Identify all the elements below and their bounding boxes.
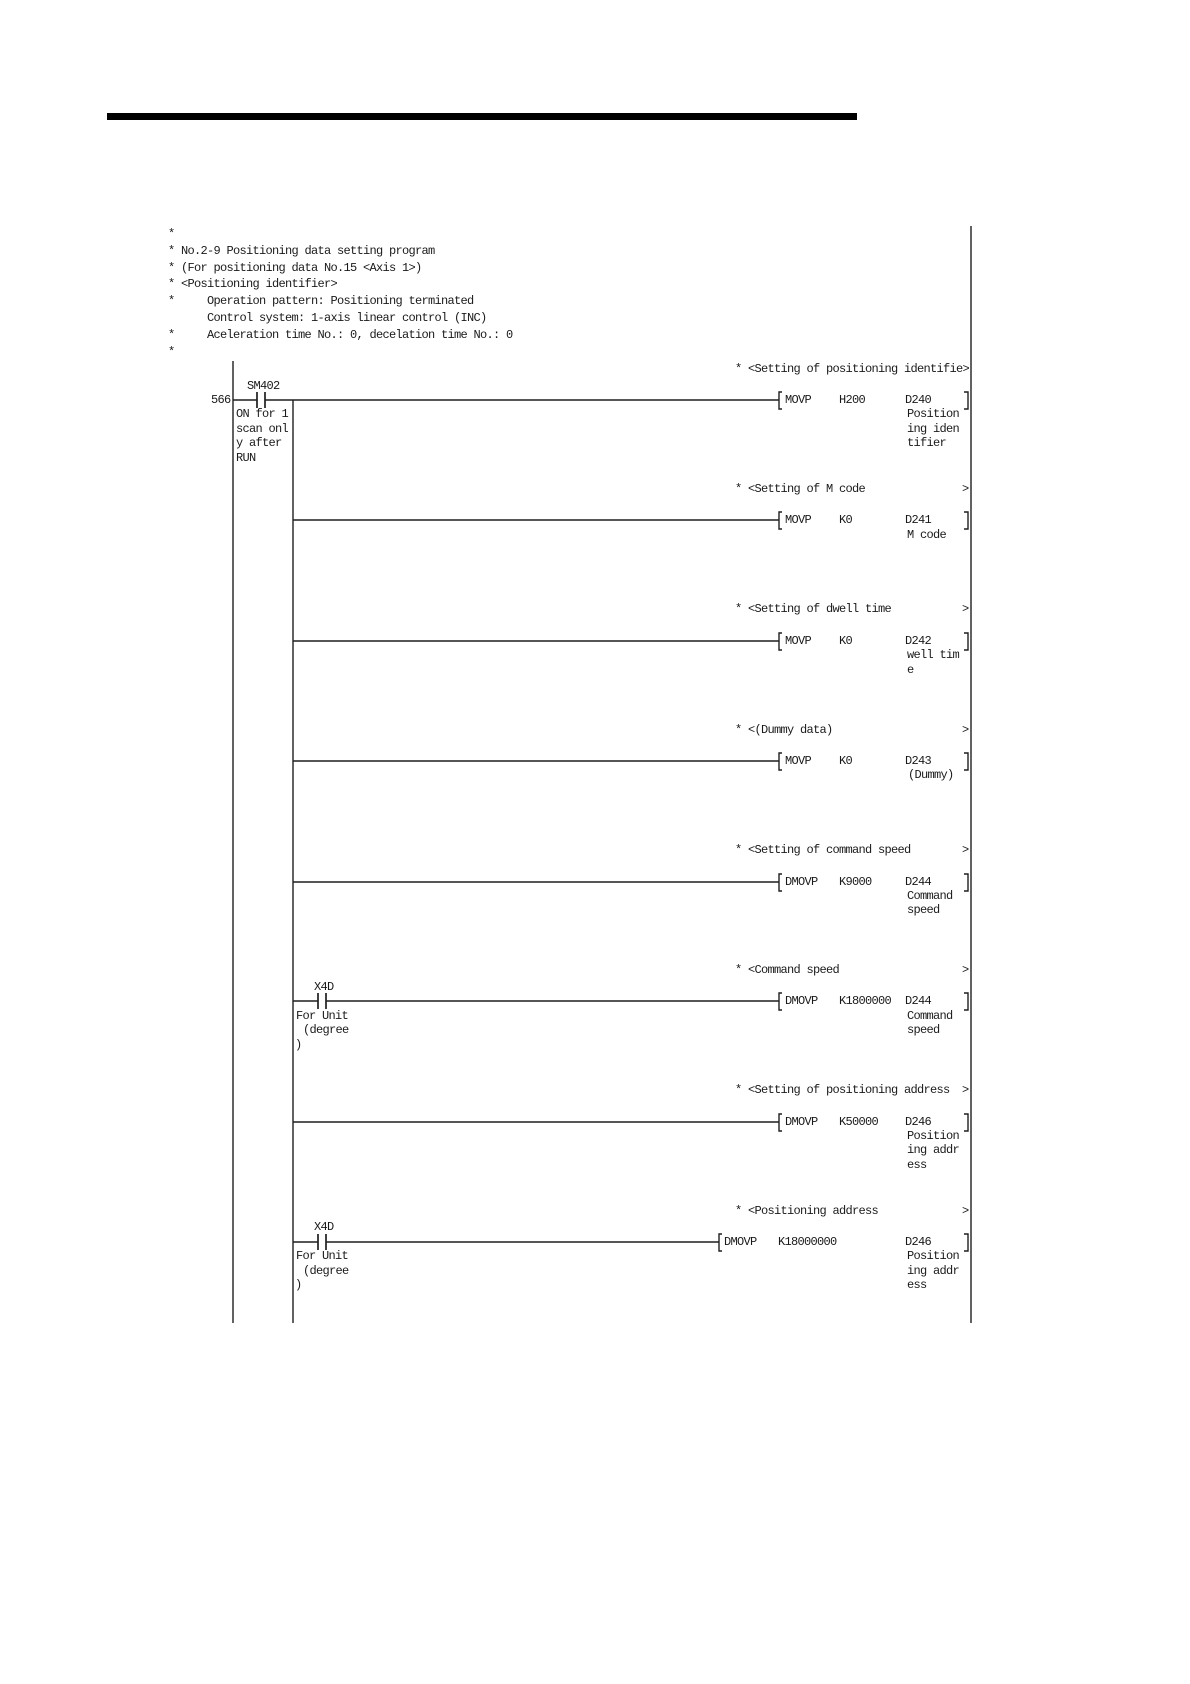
- rung-2-bracket-close: [964, 512, 968, 529]
- instruction-source-operand: K50000: [839, 1115, 879, 1129]
- rung-1-heading-comment: * <Setting of positioning identifie>: [735, 362, 970, 376]
- rung-7-bracket-open: [779, 1114, 782, 1131]
- rung-4-heading-comment: * <(Dummy data): [735, 723, 833, 737]
- instruction-mnemonic: MOVP: [785, 393, 812, 407]
- instruction-destination-operand: D243: [905, 754, 932, 768]
- contact-comment-line: For Unit: [296, 1249, 349, 1263]
- instruction-mnemonic: DMOVP: [785, 1115, 818, 1129]
- contact-comment-line: RUN: [236, 451, 256, 465]
- rung-4-heading-end: >: [962, 723, 969, 737]
- contact-comment-line: y after: [236, 436, 282, 450]
- device-comment-line: Command: [907, 1009, 953, 1023]
- program-comment-line: *: [168, 345, 175, 359]
- program-comment-line: *: [168, 227, 175, 241]
- instruction-mnemonic: MOVP: [785, 754, 812, 768]
- rung-6-bracket-close: [964, 993, 968, 1010]
- instruction-destination-operand: D244: [905, 875, 932, 889]
- device-comment-line: speed: [907, 1023, 940, 1037]
- instruction-destination-operand: D244: [905, 994, 932, 1008]
- instruction-source-operand: H200: [839, 393, 866, 407]
- rung-7-bracket-close: [964, 1114, 968, 1131]
- instruction-source-operand: K18000000: [778, 1235, 837, 1249]
- rung-2-heading-end: >: [962, 482, 969, 496]
- instruction-mnemonic: DMOVP: [785, 994, 818, 1008]
- header-rule: [107, 113, 857, 120]
- instruction-mnemonic: MOVP: [785, 634, 812, 648]
- rung-4-bracket-open: [779, 753, 782, 770]
- program-comment-line: * (For positioning data No.15 <Axis 1>): [168, 261, 422, 275]
- contact-x4d-symbol: [318, 993, 326, 1009]
- contact-device-label: SM402: [247, 379, 280, 393]
- rung-5-heading-end: >: [962, 843, 969, 857]
- instruction-destination-operand: D242: [905, 634, 932, 648]
- contact-comment-line: (degree: [303, 1023, 349, 1037]
- contact-device-label: X4D: [314, 1220, 334, 1234]
- rung-4-bracket-close: [964, 753, 968, 770]
- device-comment-line: well tim: [907, 648, 960, 662]
- instruction-source-operand: K9000: [839, 875, 872, 889]
- device-comment-line: ing addr: [907, 1264, 960, 1278]
- device-comment-line: ess: [907, 1158, 927, 1172]
- program-comment-line: Control system: 1-axis linear control (INC): [207, 311, 487, 325]
- instruction-source-operand: K1800000: [839, 994, 892, 1008]
- rung-5-heading-comment: * <Setting of command speed: [735, 843, 911, 857]
- rung-6-heading-comment: * <Command speed: [735, 963, 840, 977]
- device-comment-line: ing iden: [907, 422, 960, 436]
- program-comment-line: * No.2-9 Positioning data setting program: [168, 244, 435, 258]
- device-comment-line: (Dummy): [908, 768, 954, 782]
- rung-5-bracket-open: [779, 874, 782, 891]
- instruction-mnemonic: DMOVP: [785, 875, 818, 889]
- instruction-source-operand: K0: [839, 754, 853, 768]
- contact-comment-line: ): [295, 1038, 302, 1052]
- instruction-destination-operand: D246: [905, 1235, 932, 1249]
- rung-8-bracket-open: [719, 1234, 722, 1251]
- device-comment-line: Command: [907, 889, 953, 903]
- device-comment-line: ess: [907, 1278, 927, 1292]
- device-comment-line: tifier: [907, 436, 947, 450]
- rung-1-bracket-open: [779, 392, 782, 409]
- rung-8-bracket-close: [964, 1234, 968, 1251]
- rung-5-bracket-close: [964, 874, 968, 891]
- device-comment-line: Position: [907, 1129, 960, 1143]
- rung-3-heading-comment: * <Setting of dwell time: [735, 602, 892, 616]
- rung-6-bracket-open: [779, 993, 782, 1010]
- rung-2-bracket-open: [779, 512, 782, 529]
- device-comment-line: Position: [907, 407, 960, 421]
- contact-comment-line: scan onl: [236, 422, 289, 436]
- instruction-source-operand: K0: [839, 513, 853, 527]
- instruction-destination-operand: D241: [905, 513, 932, 527]
- program-comment-line: * Operation pattern: Positioning terminated: [168, 294, 474, 308]
- instruction-mnemonic: MOVP: [785, 513, 812, 527]
- instruction-mnemonic: DMOVP: [724, 1235, 757, 1249]
- rung-8-heading-end: >: [962, 1204, 969, 1218]
- rung-3-bracket-open: [779, 633, 782, 650]
- contact-comment-line: For Unit: [296, 1009, 349, 1023]
- device-comment-line: Position: [907, 1249, 960, 1263]
- instruction-source-operand: K0: [839, 634, 853, 648]
- rung-2-heading-comment: * <Setting of M code: [735, 482, 866, 496]
- contact-x4d-symbol: [318, 1234, 326, 1250]
- device-comment-line: e: [907, 663, 914, 677]
- device-comment-line: speed: [907, 903, 940, 917]
- contact-comment-line: ON for 1: [236, 407, 289, 421]
- program-comment-line: * <Positioning identifier>: [168, 277, 338, 291]
- rung-7-heading-comment: * <Setting of positioning address: [735, 1083, 950, 1097]
- device-comment-line: M code: [907, 528, 947, 542]
- program-comment-line: * Aceleration time No.: 0, decelation time No.: 0: [168, 328, 513, 342]
- rung-3-bracket-close: [964, 633, 968, 650]
- instruction-destination-operand: D240: [905, 393, 932, 407]
- rung-3-heading-end: >: [962, 602, 969, 616]
- rung-7-heading-end: >: [962, 1083, 969, 1097]
- rung-6-heading-end: >: [962, 963, 969, 977]
- contact-sm402-symbol: [257, 392, 265, 408]
- step-number: 566: [211, 393, 231, 407]
- contact-comment-line: ): [295, 1278, 302, 1292]
- rung-1-bracket-close: [964, 392, 968, 409]
- contact-comment-line: (degree: [303, 1264, 349, 1278]
- contact-device-label: X4D: [314, 980, 334, 994]
- rung-8-heading-comment: * <Positioning address: [735, 1204, 879, 1218]
- device-comment-line: ing addr: [907, 1143, 960, 1157]
- instruction-destination-operand: D246: [905, 1115, 932, 1129]
